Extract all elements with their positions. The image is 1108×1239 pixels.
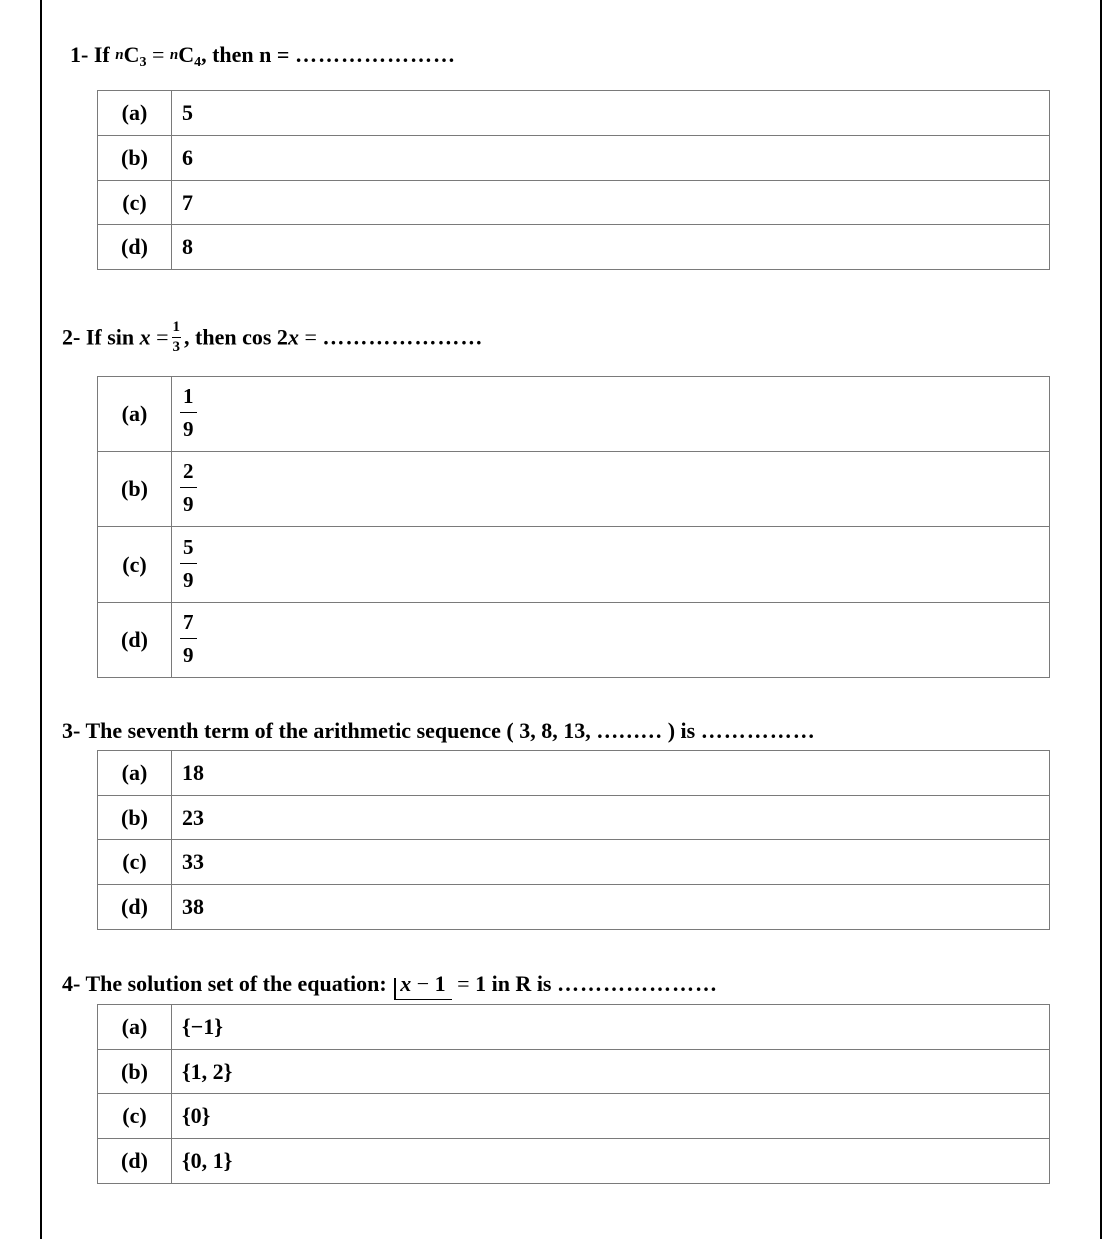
option-label: (b): [98, 136, 172, 181]
option-label: (c): [98, 181, 172, 225]
minus-sign: −: [416, 971, 430, 996]
option-row[interactable]: [98, 1139, 1050, 1184]
fraction: [180, 461, 197, 515]
equals-sign: =: [304, 324, 317, 350]
option-row[interactable]: [98, 1050, 1050, 1094]
option-value: 5: [172, 91, 1050, 136]
superscript-n: n: [115, 47, 124, 63]
options-table-q2: [97, 376, 1050, 678]
option-row[interactable]: [98, 136, 1050, 181]
option-row[interactable]: [98, 452, 1050, 527]
option-value: {1, 2}: [172, 1050, 1050, 1094]
equals-sign: =: [151, 42, 165, 67]
subscript: 3: [139, 55, 147, 70]
option-label: (a): [98, 91, 172, 136]
fraction: [180, 386, 197, 440]
options-table-q1: [97, 90, 1050, 270]
question-mid: , then cos 2: [184, 324, 288, 350]
option-label: (d): [98, 603, 172, 678]
page-border-right: [1100, 0, 1102, 1239]
option-row[interactable]: [98, 751, 1050, 796]
option-value: 6: [172, 136, 1050, 181]
fraction-denominator: 9: [183, 567, 194, 592]
option-label: (c): [98, 840, 172, 885]
fraction-denominator: 9: [183, 492, 194, 516]
option-row[interactable]: [98, 885, 1050, 930]
equals-sign: =: [457, 971, 470, 996]
option-label: (b): [98, 796, 172, 840]
subscript: 4: [194, 55, 202, 70]
option-value: 18: [172, 751, 1050, 796]
page-border-left: [40, 0, 42, 1239]
option-label: (a): [98, 751, 172, 796]
option-row[interactable]: [98, 225, 1050, 270]
question-text: The seventh term of the arithmetic sequence ( 3, 8, 13, ……… ) is: [85, 718, 696, 743]
option-value: {0, 1}: [172, 1139, 1050, 1184]
fraction-numerator: 5: [180, 537, 197, 564]
fraction: [180, 612, 197, 666]
question-number: 4-: [62, 971, 81, 996]
options-table-q4: [97, 1004, 1050, 1184]
fraction-one-third: [172, 320, 182, 355]
answer-blank: ……………: [700, 718, 816, 743]
option-row[interactable]: [98, 91, 1050, 136]
option-value: {0}: [172, 1094, 1050, 1139]
option-label: (c): [98, 1094, 172, 1139]
option-value: 38: [172, 885, 1050, 930]
option-label: (a): [98, 377, 172, 452]
floor-bottom-bar: [394, 999, 451, 1001]
option-value: [172, 527, 1050, 603]
answer-blank: …………………: [557, 971, 718, 996]
question-4: [62, 973, 718, 995]
option-value: 7: [172, 181, 1050, 225]
option-row[interactable]: [98, 527, 1050, 603]
question-text: The solution set of the equation:: [85, 971, 387, 996]
variable-x: x: [139, 324, 151, 350]
question-number: 3-: [62, 718, 81, 743]
option-row[interactable]: [98, 603, 1050, 678]
variable-x: x: [287, 324, 299, 350]
question-lead: If sin: [85, 324, 135, 350]
answer-blank: …………………: [322, 324, 484, 350]
option-label: (b): [98, 452, 172, 527]
option-value: [172, 603, 1050, 678]
option-label: (d): [98, 885, 172, 930]
question-lead: If: [93, 42, 110, 67]
option-value: {−1}: [172, 1005, 1050, 1050]
question-number: 1-: [70, 42, 89, 67]
question-tail: , then n =: [201, 42, 290, 67]
floor-left-bar: [394, 978, 396, 1000]
answer-blank: …………………: [294, 42, 456, 67]
option-row[interactable]: [98, 377, 1050, 452]
fraction: [180, 534, 197, 592]
question-number: 2-: [62, 324, 81, 350]
fraction-denominator: 3: [172, 339, 181, 355]
floor-expression: [392, 973, 451, 995]
fraction-denominator: 9: [183, 417, 194, 441]
option-row[interactable]: [98, 796, 1050, 840]
question-3: [62, 720, 816, 742]
fraction-numerator: 7: [180, 612, 197, 639]
option-row[interactable]: [98, 840, 1050, 885]
superscript-n: n: [169, 47, 179, 63]
option-value: 23: [172, 796, 1050, 840]
option-value: [172, 452, 1050, 527]
option-row[interactable]: [98, 1094, 1050, 1139]
option-label: (b): [98, 1050, 172, 1094]
option-label: (d): [98, 1139, 172, 1184]
option-value: [172, 377, 1050, 452]
variable-x: x: [400, 971, 412, 996]
combination-symbol: C: [178, 42, 195, 67]
equals-sign: =: [156, 324, 169, 350]
option-value: 8: [172, 225, 1050, 270]
fraction-numerator: 1: [172, 320, 182, 338]
option-label: (d): [98, 225, 172, 270]
question-1: [70, 44, 456, 70]
combination-symbol: C: [123, 42, 140, 67]
fraction-denominator: 9: [183, 643, 194, 667]
question-2: [62, 319, 484, 357]
fraction-numerator: 2: [180, 461, 197, 488]
fraction-numerator: 1: [180, 386, 197, 413]
option-label: (a): [98, 1005, 172, 1050]
option-value: 33: [172, 840, 1050, 885]
question-tail: 1 in R is: [475, 971, 552, 996]
options-table-q3: [97, 750, 1050, 930]
option-row[interactable]: [98, 1005, 1050, 1050]
option-label: (c): [98, 527, 172, 603]
option-row[interactable]: [98, 181, 1050, 225]
constant-one: 1: [434, 971, 446, 996]
